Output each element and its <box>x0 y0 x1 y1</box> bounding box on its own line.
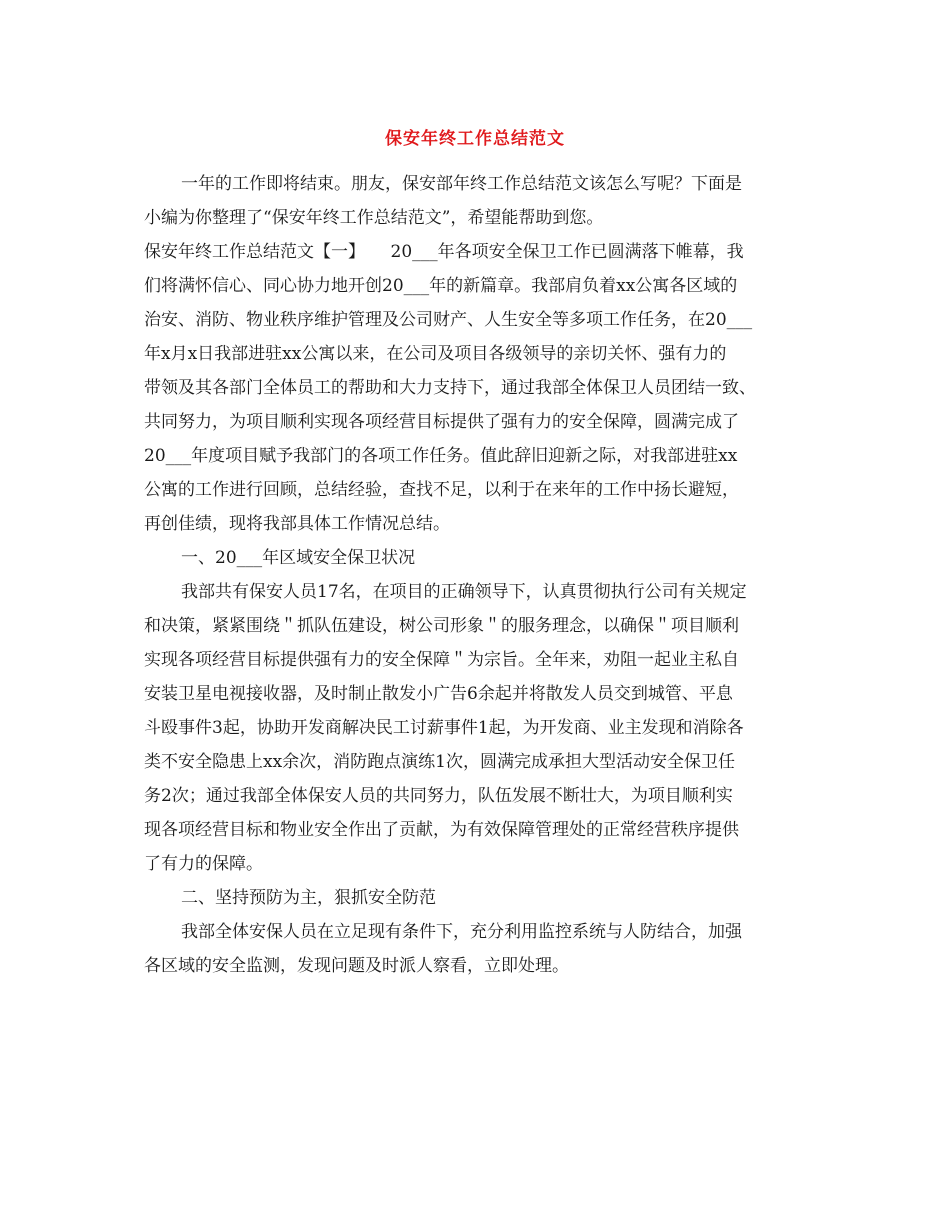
paragraph-line: 我部共有保安人员17名，在项目的正确领导下，认真贯彻执行公司有关规定 <box>181 582 747 602</box>
paragraph-line: 务2次；通过我部全体保安人员的共同努力，队伍发展不断壮大，为项目顺利实 <box>144 786 733 806</box>
paragraph-line: 治安、消防、物业秩序维护管理及公司财产、人生安全等多项工作任务，在20___ <box>144 310 753 330</box>
paragraph-line: 类不安全隐患上xx余次，消防跑点演练1次，圆满完成承担大型活动安全保卫任 <box>144 752 735 772</box>
paragraph-line: 各区域的安全监测，发现问题及时派人察看，立即处理。 <box>144 956 569 976</box>
paragraph-line: 我部全体安保人员在立足现有条件下，充分利用监控系统与人防结合，加强 <box>181 922 742 942</box>
paragraph-line: 们将满怀信心、同心协力地开创20___年的新篇章。我部肩负着xx公寓各区域的 <box>144 276 738 296</box>
paragraph-line: 公寓的工作进行回顾，总结经验，查找不足，以利于在来年的工作中扬长避短， <box>144 480 739 500</box>
section-heading: 二、坚持预防为主，狠抓安全防范 <box>181 888 436 908</box>
document-title: 保安年终工作总结范文 <box>385 129 565 149</box>
paragraph-line: 斗殴事件3起，协助开发商解决民工讨薪事件1起，为开发商、业主发现和消除各 <box>144 718 744 738</box>
paragraph-line: 带领及其各部门全体员工的帮助和大力支持下，通过我部全体保卫人员团结一致、 <box>144 378 756 398</box>
paragraph-line: 小编为你整理了“保安年终工作总结范文”，希望能帮助到您。 <box>144 208 604 228</box>
section-heading: 一、20___年区域安全保卫状况 <box>181 548 416 568</box>
paragraph-line: 了有力的保障。 <box>144 854 263 874</box>
paragraph-line: 年x月x日我部进驻xx公寓以来，在公司及项目各级领导的亲切关怀、强有力的 <box>144 344 727 364</box>
paragraph-line: 再创佳绩，现将我部具体工作情况总结。 <box>144 514 450 534</box>
paragraph-line: 安装卫星电视接收器，及时制止散发小广告6余起并将散发人员交到城管、平息 <box>144 684 733 704</box>
paragraph-line: 一年的工作即将结束。朋友，保安部年终工作总结范文该怎么写呢？下面是 <box>181 174 742 194</box>
paragraph-line: 现各项经营目标和物业安全作出了贡献，为有效保障管理处的正常经营秩序提供 <box>144 820 739 840</box>
paragraph-line: 共同努力，为项目顺利实现各项经营目标提供了强有力的安全保障，圆满完成了 <box>144 412 739 432</box>
paragraph-line: 实现各项经营目标提供强有力的安全保障＂为宗旨。全年来，劝阻一起业主私自 <box>144 650 739 670</box>
paragraph-line: 20___年度项目赋予我部门的各项工作任务。值此辞旧迎新之际，对我部进驻xx <box>144 446 738 466</box>
paragraph-line: 保安年终工作总结范文【一】 20___年各项安全保卫工作已圆满落下帷幕，我 <box>144 242 744 262</box>
paragraph-line: 和决策，紧紧围绕＂抓队伍建设，树公司形象＂的服务理念，以确保＂项目顺利 <box>144 616 739 636</box>
